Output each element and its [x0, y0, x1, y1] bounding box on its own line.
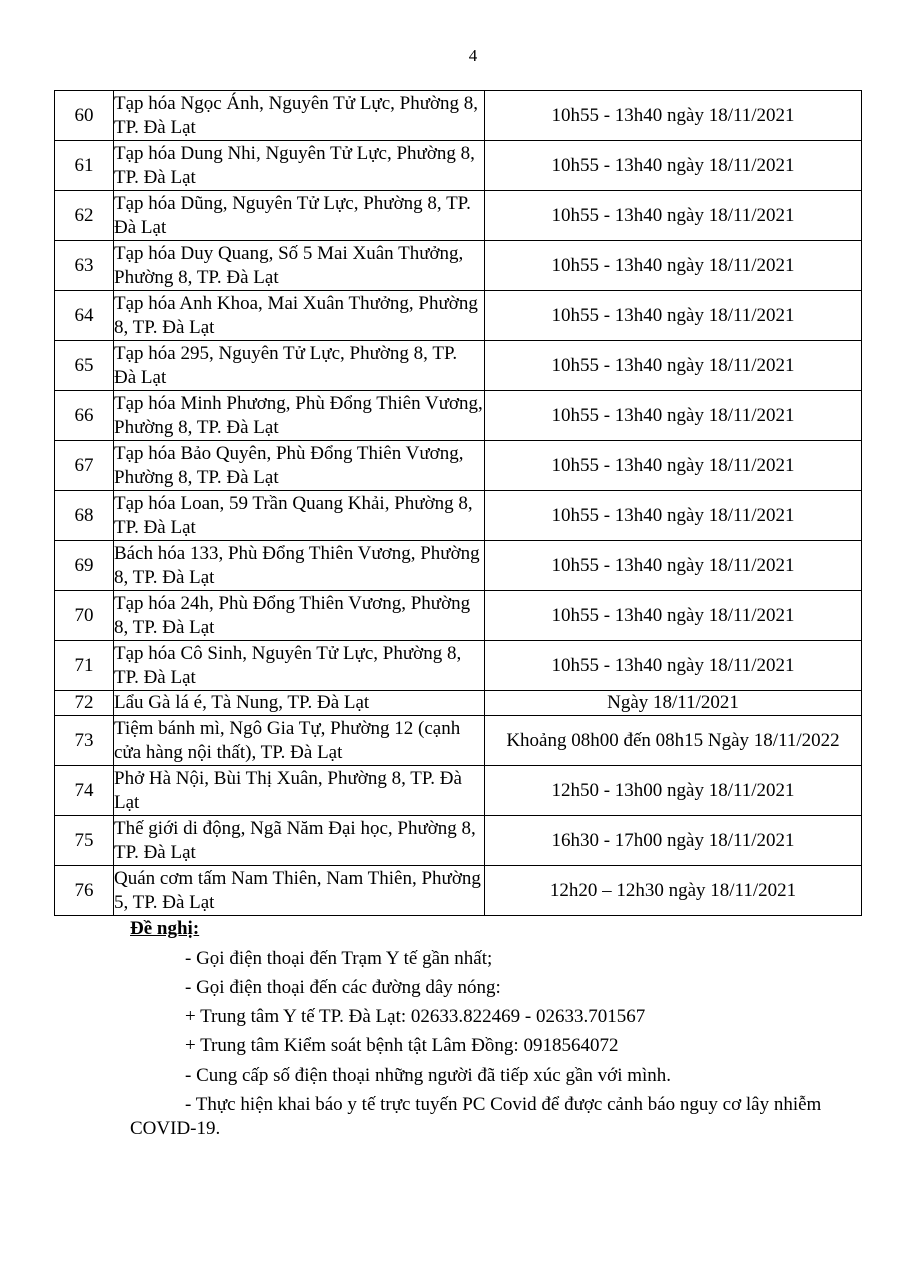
row-time: 10h55 - 13h40 ngày 18/11/2021 [485, 141, 862, 191]
row-time: 10h55 - 13h40 ngày 18/11/2021 [485, 441, 862, 491]
table-row [55, 291, 862, 341]
table-row [55, 91, 862, 141]
row-place: Bách hóa 133, Phù Đổng Thiên Vương, Phường 8, TP. Đà Lạt [114, 541, 485, 591]
table-row [55, 766, 862, 816]
row-time: 10h55 - 13h40 ngày 18/11/2021 [485, 291, 862, 341]
row-number: 67 [55, 441, 114, 491]
row-place: Lẩu Gà lá é, Tà Nung, TP. Đà Lạt [114, 691, 485, 716]
row-time: 10h55 - 13h40 ngày 18/11/2021 [485, 641, 862, 691]
row-time: 10h55 - 13h40 ngày 18/11/2021 [485, 241, 862, 291]
row-time: 10h55 - 13h40 ngày 18/11/2021 [485, 191, 862, 241]
row-number: 75 [55, 816, 114, 866]
row-number: 62 [55, 191, 114, 241]
row-time: 16h30 - 17h00 ngày 18/11/2021 [485, 816, 862, 866]
row-number: 74 [55, 766, 114, 816]
row-place: Thế giới di động, Ngã Năm Đại học, Phường 8, TP. Đà Lạt [114, 816, 485, 866]
row-place: Tạp hóa Dung Nhi, Nguyên Tử Lực, Phường 8, TP. Đà Lạt [114, 141, 485, 191]
row-time: 10h55 - 13h40 ngày 18/11/2021 [485, 391, 862, 441]
row-number: 65 [55, 341, 114, 391]
row-number: 69 [55, 541, 114, 591]
row-number: 71 [55, 641, 114, 691]
table-row [55, 441, 862, 491]
row-number: 68 [55, 491, 114, 541]
row-time: 10h55 - 13h40 ngày 18/11/2021 [485, 541, 862, 591]
row-place: Tạp hóa Loan, 59 Trần Quang Khải, Phường 8, TP. Đà Lạt [114, 491, 485, 541]
row-place: Tạp hóa 295, Nguyên Tử Lực, Phường 8, TP. Đà Lạt [114, 341, 485, 391]
row-place: Tạp hóa Ngọc Ánh, Nguyên Tử Lực, Phường 8, TP. Đà Lạt [114, 91, 485, 141]
table-row [55, 391, 862, 441]
table-row [55, 491, 862, 541]
table-row [55, 866, 862, 916]
row-number: 70 [55, 591, 114, 641]
table-row [55, 691, 862, 716]
recommendations-title: Đề nghị: [130, 918, 200, 939]
row-number: 60 [55, 91, 114, 141]
recommendation-item: - Gọi điện thoại đến Trạm Y tế gần nhất; [185, 948, 493, 969]
row-time: 10h55 - 13h40 ngày 18/11/2021 [485, 591, 862, 641]
locations-table [54, 90, 862, 916]
row-place: Tạp hóa Bảo Quyên, Phù Đổng Thiên Vương, Phường 8, TP. Đà Lạt [114, 441, 485, 491]
row-number: 66 [55, 391, 114, 441]
row-place: Tạp hóa Duy Quang, Số 5 Mai Xuân Thưởng, Phường 8, TP. Đà Lạt [114, 241, 485, 291]
row-place: Tạp hóa Cô Sinh, Nguyên Tử Lực, Phường 8, TP. Đà Lạt [114, 641, 485, 691]
table-row [55, 191, 862, 241]
row-time: 12h50 - 13h00 ngày 18/11/2021 [485, 766, 862, 816]
recommendation-item: - Cung cấp số điện thoại những người đã tiếp xúc gần với mình. [185, 1065, 672, 1086]
row-place: Quán cơm tấm Nam Thiên, Nam Thiên, Phường 5, TP. Đà Lạt [114, 866, 485, 916]
row-time: 10h55 - 13h40 ngày 18/11/2021 [485, 341, 862, 391]
row-number: 76 [55, 866, 114, 916]
row-number: 72 [55, 691, 114, 716]
table-row [55, 816, 862, 866]
table-row [55, 341, 862, 391]
row-time: 10h55 - 13h40 ngày 18/11/2021 [485, 491, 862, 541]
row-number: 63 [55, 241, 114, 291]
row-place: Phở Hà Nội, Bùi Thị Xuân, Phường 8, TP. Đà Lạt [114, 766, 485, 816]
row-number: 73 [55, 716, 114, 766]
row-time: Ngày 18/11/2021 [485, 691, 862, 716]
row-place: Tiệm bánh mì, Ngô Gia Tự, Phường 12 (cạnh cửa hàng nội thất), TP. Đà Lạt [114, 716, 485, 766]
row-time: 12h20 – 12h30 ngày 18/11/2021 [485, 866, 862, 916]
row-number: 61 [55, 141, 114, 191]
recommendation-item: + Trung tâm Y tế TP. Đà Lạt: 02633.822469 - 02633.701567 [185, 1006, 646, 1027]
page-number: 4 [468, 46, 478, 65]
recommendation-item: - Gọi điện thoại đến các đường dây nóng: [185, 977, 501, 998]
row-place: Tạp hóa 24h, Phù Đổng Thiên Vương, Phường 8, TP. Đà Lạt [114, 591, 485, 641]
table-row [55, 641, 862, 691]
recommendation-item: + Trung tâm Kiểm soát bệnh tật Lâm Đồng: 0918564072 [185, 1035, 619, 1056]
table-row [55, 541, 862, 591]
row-number: 64 [55, 291, 114, 341]
table-row [55, 716, 862, 766]
recommendation-item: - Thực hiện khai báo y tế trực tuyến PC Covid để được cảnh báo nguy cơ lây nhiễm COVID-19. [130, 1094, 822, 1139]
row-time: 10h55 - 13h40 ngày 18/11/2021 [485, 91, 862, 141]
row-time: Khoảng 08h00 đến 08h15 Ngày 18/11/2022 [485, 716, 862, 766]
table-row [55, 241, 862, 291]
row-place: Tạp hóa Dũng, Nguyên Tử Lực, Phường 8, TP. Đà Lạt [114, 191, 485, 241]
row-place: Tạp hóa Minh Phương, Phù Đổng Thiên Vương, Phường 8, TP. Đà Lạt [114, 391, 485, 441]
table-row [55, 591, 862, 641]
row-place: Tạp hóa Anh Khoa, Mai Xuân Thưởng, Phường 8, TP. Đà Lạt [114, 291, 485, 341]
table-row [55, 141, 862, 191]
